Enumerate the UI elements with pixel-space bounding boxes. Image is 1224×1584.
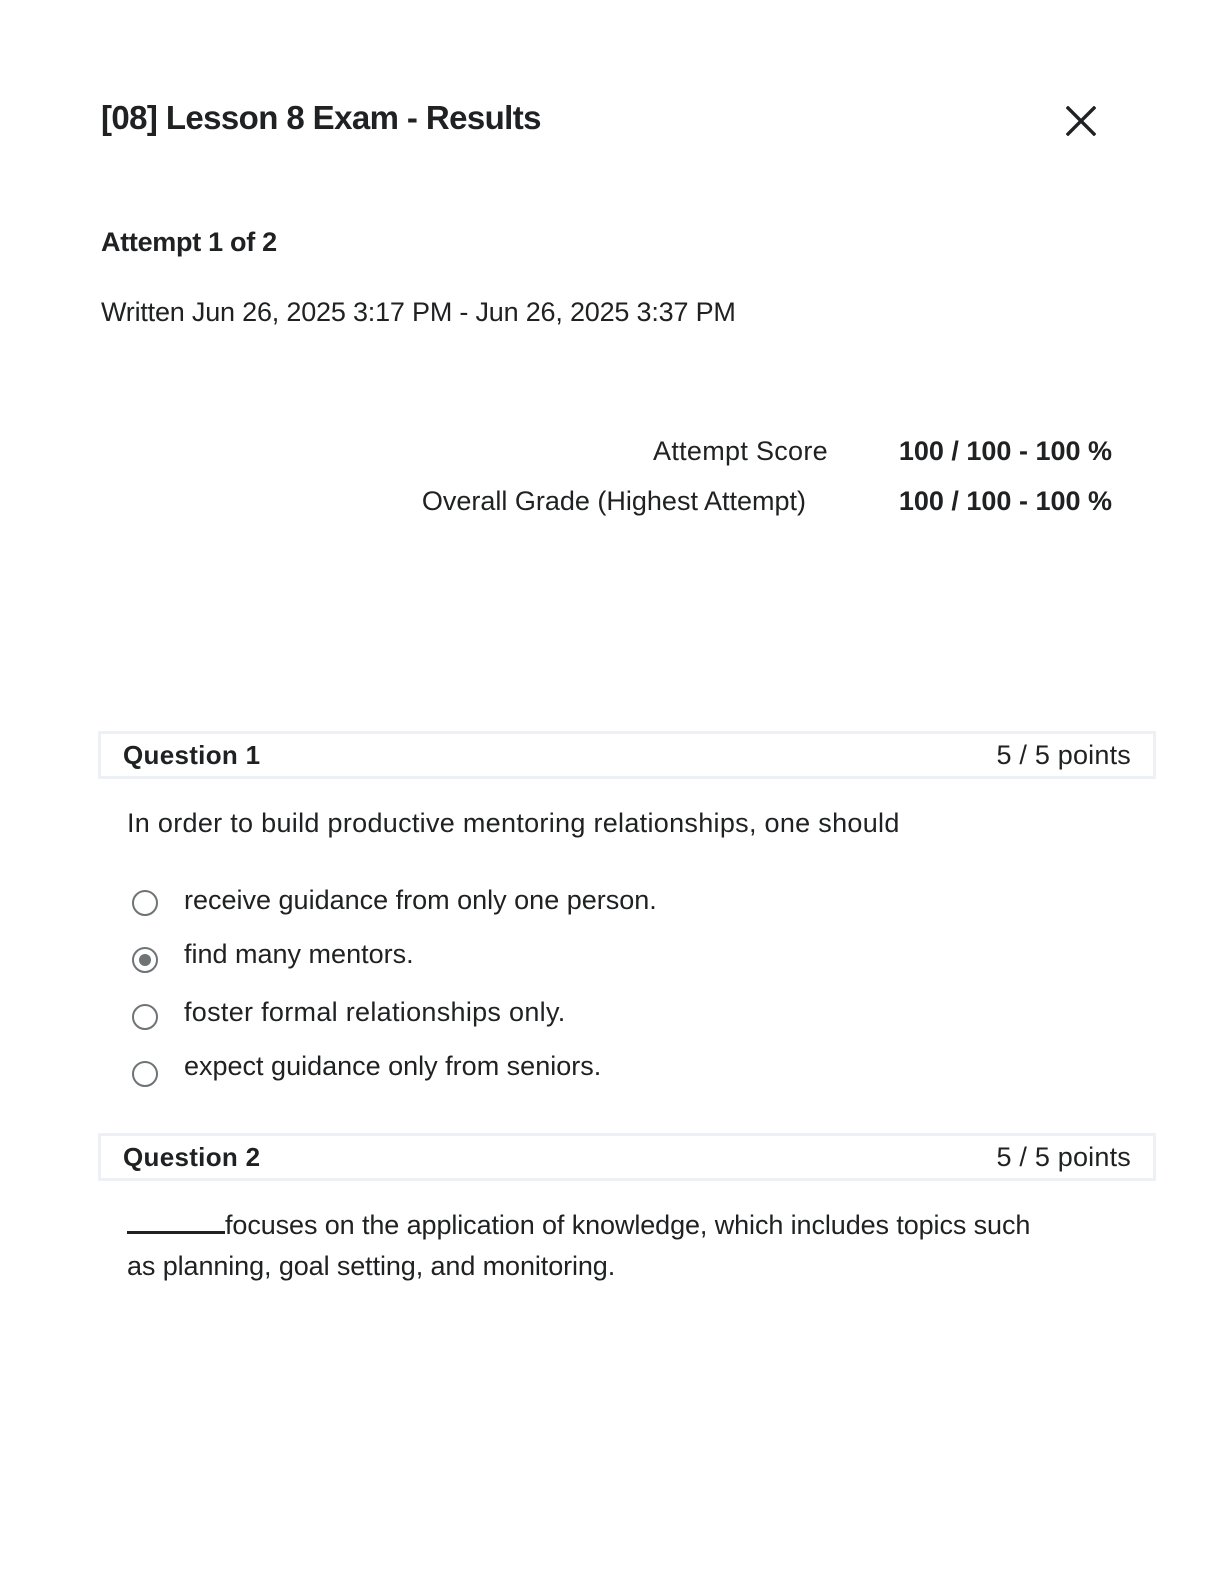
attempt-score-label: Attempt Score (653, 436, 828, 466)
close-button[interactable] (1060, 100, 1102, 142)
option-label: find many mentors. (184, 939, 414, 969)
radio-unchecked-icon[interactable] (132, 890, 158, 916)
close-icon (1066, 106, 1096, 136)
question-1-option-2[interactable] (132, 939, 414, 978)
question-2-text-line-2: as planning, goal setting, and monitoring. (127, 1251, 616, 1281)
option-label: foster formal relationships only. (184, 997, 566, 1027)
question-2-header (98, 1133, 1156, 1181)
radio-unchecked-icon[interactable] (132, 1061, 158, 1087)
attempt-score-value: 100 / 100 - 100 % (898, 436, 1112, 466)
written-timestamp: Written Jun 26, 2025 3:17 PM - Jun 26, 2025 3:37 PM (101, 297, 736, 327)
question-1-option-4[interactable] (132, 1051, 602, 1092)
attempt-score-row (653, 433, 1112, 469)
overall-grade-label: Overall Grade (Highest Attempt) (421, 486, 806, 516)
question-1-option-3[interactable] (132, 999, 566, 1035)
question-2-title: Question 2 (123, 1141, 261, 1172)
option-label: expect guidance only from seniors. (184, 1051, 602, 1081)
question-2-text-line-1: focuses on the application of knowledge, which includes topics such (225, 1210, 1031, 1240)
question-2-points: 5 / 5 points (996, 1141, 1131, 1172)
question-1-text: In order to build productive mentoring relationships, one should (127, 808, 900, 838)
question-1-option-1[interactable] (132, 885, 657, 921)
overall-grade-row (422, 483, 1112, 519)
fill-in-blank (127, 1207, 225, 1234)
question-1-title: Question 1 (123, 739, 261, 770)
page-title: [08] Lesson 8 Exam - Results (101, 99, 541, 136)
question-1-header (98, 731, 1156, 779)
question-1-points: 5 / 5 points (996, 739, 1131, 770)
attempt-heading: Attempt 1 of 2 (101, 227, 277, 257)
overall-grade-value: 100 / 100 - 100 % (898, 486, 1112, 516)
option-label: receive guidance from only one person. (184, 885, 657, 915)
radio-checked-icon[interactable] (132, 947, 158, 973)
question-2-text (127, 1205, 1077, 1287)
radio-unchecked-icon[interactable] (132, 1004, 158, 1030)
